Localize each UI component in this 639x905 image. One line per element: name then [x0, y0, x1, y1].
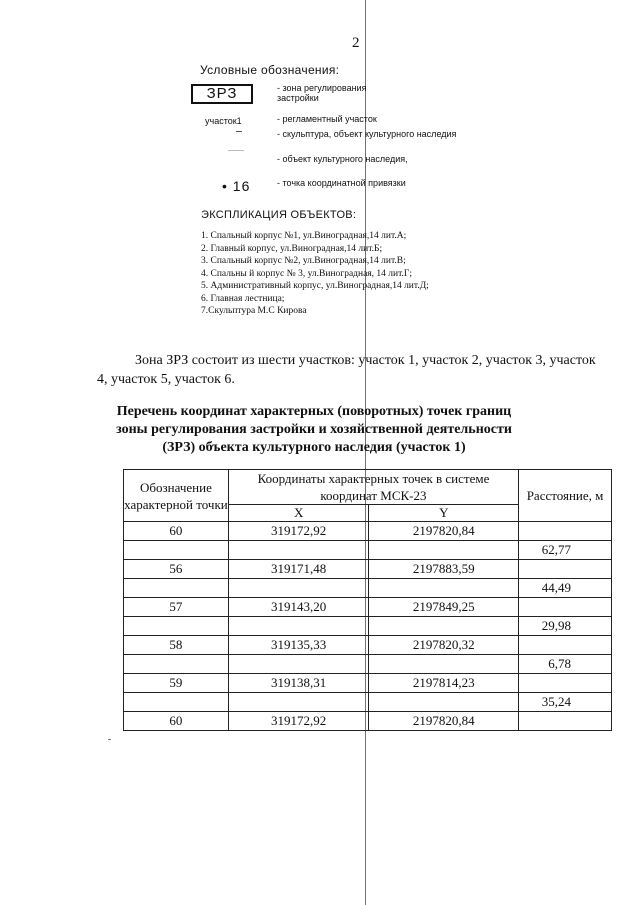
sculpture-desc: - скульптура, объект культурного наследия — [277, 129, 457, 139]
table-row — [124, 693, 612, 712]
cell-x — [228, 693, 369, 712]
table-title: Перечень координат характерных (поворотных) точек границ зоны регулирования застройки и хозяйственной деятельности (ЗРЗ) объекта культурного наследия (участок 1) — [116, 404, 512, 455]
list-item: 7.Скульптура М.С Кирова — [201, 306, 307, 316]
table-row — [124, 617, 612, 636]
cell-point: 59 — [124, 674, 229, 693]
cell-y — [369, 541, 519, 560]
cell-x: 319171,48 — [228, 560, 369, 579]
cell-point: 56 — [124, 560, 229, 579]
explication-list — [201, 230, 429, 318]
cell-distance — [519, 674, 612, 693]
cell-point — [124, 541, 229, 560]
cell-distance: 29,98 — [519, 617, 612, 636]
cell-point — [124, 579, 229, 598]
cell-point — [124, 693, 229, 712]
cell-x — [228, 617, 369, 636]
cell-distance — [519, 712, 612, 731]
cell-distance — [519, 636, 612, 655]
cell-y: 2197814,23 — [369, 674, 519, 693]
list-item: 6. Главная лестница; — [201, 293, 285, 304]
table-row — [124, 541, 612, 560]
list-item: 5. Административный корпус, ул.Виноградная,14 лит.Д; — [201, 281, 429, 291]
cell-y: 2197820,84 — [369, 522, 519, 541]
intro-paragraph: Зона ЗРЗ состоит из шести участков: участок 1, участок 2, участок 3, участок 4, участок 5, участок 6. — [97, 353, 596, 387]
page-number: 2 — [352, 35, 360, 51]
cell-point: 60 — [124, 522, 229, 541]
cell-y — [369, 579, 519, 598]
list-item: 3. Спальный корпус №2, ул.Виноградная,14 лит.В; — [201, 256, 406, 266]
cell-y: 2197849,25 — [369, 598, 519, 617]
heritage-desc: - объект культурного наследия, — [277, 154, 408, 164]
zone-symbol: ЗРЗ — [191, 84, 253, 104]
list-item: 1. Спальный корпус №1, ул.Виноградная,14 лит.А; — [201, 231, 407, 241]
cell-x — [228, 541, 369, 560]
cell-point: 57 — [124, 598, 229, 617]
cell-x: 319172,92 — [228, 712, 369, 731]
table-row — [124, 655, 612, 674]
header-point: Обозначение характерной точки — [124, 470, 229, 522]
table-row — [124, 522, 612, 541]
parcel-symbol: участок1 — [205, 116, 242, 126]
cell-distance: 44,49 — [519, 579, 612, 598]
table-row — [124, 636, 612, 655]
list-item: 2. Главный корпус, ул.Виноградная,14 лит.Б; — [201, 243, 383, 254]
cell-y — [369, 617, 519, 636]
cell-x: 319135,33 — [228, 636, 369, 655]
cell-y: 2197820,84 — [369, 712, 519, 731]
cell-x — [228, 655, 369, 674]
cell-point: 58 — [124, 636, 229, 655]
table-row — [124, 674, 612, 693]
cell-y: 2197883,59 — [369, 560, 519, 579]
list-item: 4. Спальны й корпус № 3, ул.Виноградная, 14 лит.Г; — [201, 268, 413, 279]
zone-desc: - зона регулирования застройки — [277, 83, 367, 103]
header-coordinates: Координаты характерных точек в системе координат МСК-23 — [228, 470, 518, 505]
header-distance: Расстояние, м — [519, 470, 612, 522]
table-row — [124, 560, 612, 579]
scan-mark — [108, 739, 111, 740]
table-row — [124, 712, 612, 731]
cell-distance: 35,24 — [519, 693, 612, 712]
parcel-desc: - регламентный участок — [277, 114, 377, 124]
sculpture-symbol — [236, 131, 242, 132]
cell-y — [369, 655, 519, 674]
coordinates-table — [123, 469, 612, 731]
header-y: Y — [369, 505, 519, 522]
cell-x — [228, 579, 369, 598]
cell-point — [124, 655, 229, 674]
cell-distance — [519, 522, 612, 541]
header-x: X — [228, 505, 369, 522]
point-desc: - точка координатной привязки — [277, 178, 406, 188]
cell-x: 319143,20 — [228, 598, 369, 617]
point-symbol: • 16 — [222, 178, 251, 194]
cell-distance — [519, 560, 612, 579]
cell-y: 2197820,32 — [369, 636, 519, 655]
cell-point: 60 — [124, 712, 229, 731]
cell-y — [369, 693, 519, 712]
explication-title: ЭКСПЛИКАЦИЯ ОБЪЕКТОВ: — [201, 209, 357, 221]
cell-distance: 62,77 — [519, 541, 612, 560]
table-row — [124, 579, 612, 598]
cell-x: 319138,31 — [228, 674, 369, 693]
cell-distance — [519, 598, 612, 617]
legend-title: Условные обозначения: — [200, 63, 340, 77]
cell-x: 319172,92 — [228, 522, 369, 541]
cell-distance: 6,78 — [519, 655, 612, 674]
cell-point — [124, 617, 229, 636]
heritage-symbol — [228, 150, 244, 151]
table-row — [124, 598, 612, 617]
